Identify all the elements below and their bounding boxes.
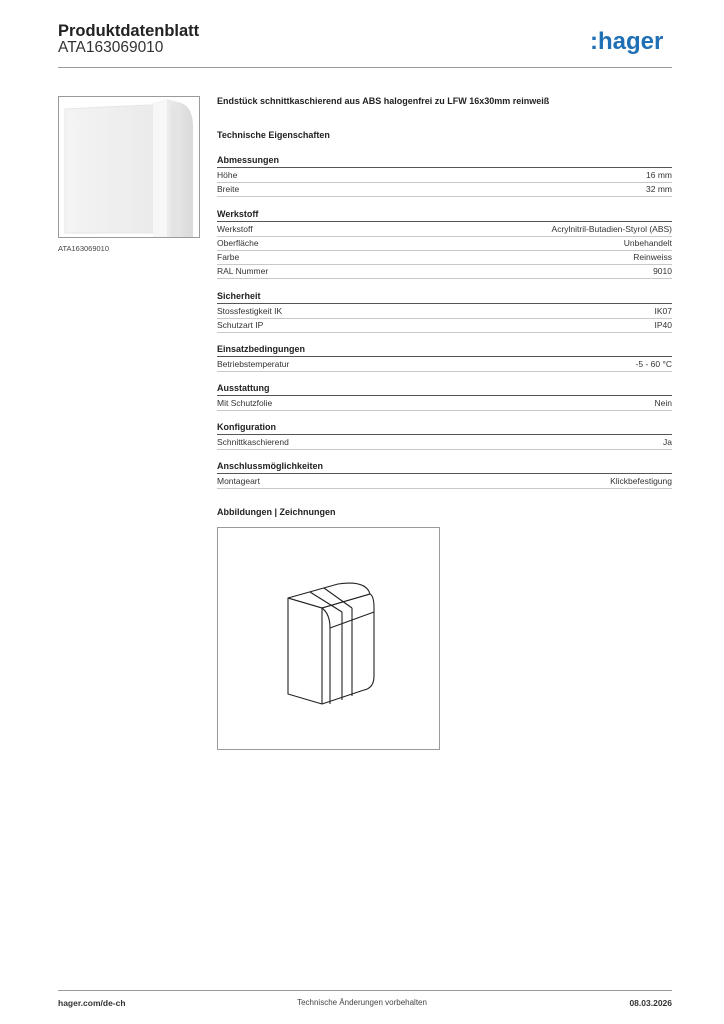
section-einsatz-title: Einsatzbedingungen [217, 344, 672, 357]
footer-date: 08.03.2026 [629, 998, 672, 1008]
svg-text::hager: :hager [590, 28, 664, 55]
table-row: Farbe Reinweiss [217, 251, 672, 265]
table-row: Schutzart IP IP40 [217, 319, 672, 333]
header-divider [58, 67, 672, 68]
product-headline: Endstück schnittkaschierend aus ABS halogenfrei zu LFW 16x30mm reinweiß [217, 96, 550, 106]
section-abmessungen-title: Abmessungen [217, 155, 672, 168]
section-werkstoff-title: Werkstoff [217, 209, 672, 222]
hager-logo [590, 28, 676, 56]
section-sicherheit-title: Sicherheit [217, 291, 672, 304]
section-anschluss-title: Anschlussmöglichkeiten [217, 461, 672, 474]
table-row: RAL Nummer 9010 [217, 265, 672, 279]
drawings-title: Abbildungen | Zeichnungen [217, 507, 336, 517]
table-row: Werkstoff Acrylnitril-Butadien-Styrol (ABS) [217, 223, 672, 237]
table-row: Schnittkaschierend Ja [217, 436, 672, 450]
section-konfiguration-title: Konfiguration [217, 422, 672, 435]
table-row: Breite 32 mm [217, 183, 672, 197]
table-row: Betriebstemperatur -5 - 60 °C [217, 358, 672, 372]
properties-title: Technische Eigenschaften [217, 130, 330, 140]
section-ausstattung-title: Ausstattung [217, 383, 672, 396]
footer-notice: Technische Änderungen vorbehalten [297, 998, 427, 1007]
article-number: ATA163069010 [58, 39, 164, 56]
product-photo [58, 96, 200, 238]
table-row: Oberfläche Unbehandelt [217, 237, 672, 251]
table-row: Montageart Klickbefestigung [217, 475, 672, 489]
table-row: Mit Schutzfolie Nein [217, 397, 672, 411]
footer-divider [58, 990, 672, 991]
page-title: Produktdatenblatt [58, 22, 200, 40]
table-row: Höhe 16 mm [217, 169, 672, 183]
table-row: Stossfestigkeit IK IK07 [217, 305, 672, 319]
technical-drawing [217, 527, 440, 750]
footer-website-link[interactable]: hager.com/de-ch [58, 998, 126, 1008]
photo-caption: ATA163069010 [58, 244, 110, 253]
